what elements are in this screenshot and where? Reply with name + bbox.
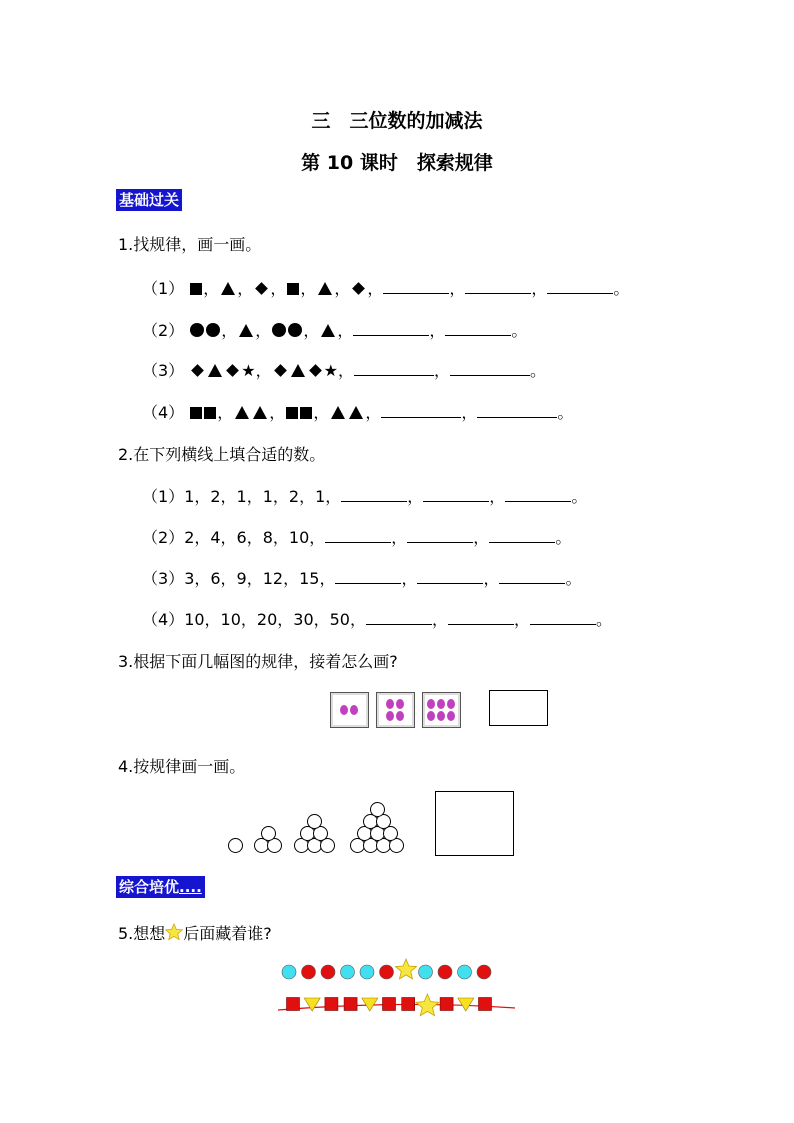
triangle-shape [331, 406, 345, 419]
unit-title: 三 三位数的加减法 [311, 110, 483, 132]
answer-blank[interactable] [547, 277, 613, 294]
red-square [383, 998, 396, 1011]
pink-dot [396, 699, 404, 709]
q2-item-3-seq: 3，6，9，12，15， [184, 569, 336, 588]
q1-item-3-label: （3） [142, 361, 185, 380]
answer-blank[interactable] [445, 319, 511, 336]
star-shape: ★ [241, 361, 256, 380]
q2-item-2: （2）2，4，6，8，10， ， ， 。 [142, 528, 572, 547]
q2-item-3-label: （3） [142, 569, 185, 588]
diamond-shape [309, 364, 322, 377]
answer-blank[interactable] [505, 485, 571, 502]
q2-item-4-seq: 10，10，20，30，50， [184, 610, 366, 629]
diamond-shape [226, 364, 239, 377]
pink-dot [437, 699, 445, 709]
triangle-shape [221, 282, 235, 295]
outline-circle [307, 814, 322, 829]
diamond-shape [191, 364, 204, 377]
square-shape [286, 407, 298, 419]
answer-blank[interactable] [448, 608, 514, 625]
answer-blank[interactable] [383, 277, 449, 294]
pink-dot [340, 705, 348, 715]
answer-blank[interactable] [341, 485, 407, 502]
outline-circle [370, 802, 385, 817]
q2-item-1: （1）1，2，1，1，2，1， ， ， 。 [142, 487, 588, 506]
red-square [402, 998, 415, 1011]
pink-dot [447, 699, 455, 709]
pink-dot [350, 705, 358, 715]
q2-item-3: （3）3，6，9，12，15， ， ， 。 [142, 569, 582, 588]
star-icon [165, 923, 183, 941]
q2-item-4: （4）10，10，20，30，50， ， ， 。 [142, 610, 613, 629]
triangle-shape [239, 324, 253, 337]
q5-prompt-b: 后面藏着谁? [183, 924, 272, 943]
q1-prompt: 1.找规律，画一画。 [118, 235, 262, 254]
answer-blank[interactable] [465, 277, 531, 294]
diamond-shape [255, 282, 268, 295]
red-square [479, 998, 492, 1011]
section-advanced-text: 综合培优 [119, 878, 180, 896]
square-shape [190, 407, 202, 419]
pink-dot [437, 711, 445, 721]
q5-prompt-a: 5.想想 [118, 924, 166, 943]
circle-shape [288, 323, 302, 337]
q4-answer-box[interactable] [435, 791, 514, 856]
red-circle [380, 965, 394, 979]
q1-item-4: （4） ， ， ， ， ， 。 [142, 403, 574, 422]
answer-blank[interactable] [335, 567, 401, 584]
q2-item-4-label: （4） [142, 610, 185, 629]
answer-blank[interactable] [423, 485, 489, 502]
red-circle [438, 965, 452, 979]
answer-blank[interactable] [499, 567, 565, 584]
q3-prompt: 3.根据下面几幅图的规律，接着怎么画? [118, 652, 398, 671]
red-square [440, 998, 453, 1011]
red-circle [302, 965, 316, 979]
cyan-circle [282, 965, 296, 979]
cyan-circle [341, 965, 355, 979]
answer-blank[interactable] [489, 526, 555, 543]
diamond-shape [274, 364, 287, 377]
q4-prompt: 4.按规律画一画。 [118, 757, 246, 776]
cyan-circle [419, 965, 433, 979]
pink-dot [386, 699, 394, 709]
red-square [344, 998, 357, 1011]
triangle-shape [253, 406, 267, 419]
red-circle [321, 965, 335, 979]
answer-blank[interactable] [325, 526, 391, 543]
pink-dot [447, 711, 455, 721]
square-shape [287, 283, 299, 295]
answer-blank[interactable] [450, 359, 530, 376]
answer-blank[interactable] [407, 526, 473, 543]
yellow-triangle [458, 998, 474, 1011]
q1-item-2-label: （2） [142, 321, 185, 340]
answer-blank[interactable] [366, 608, 432, 625]
answer-blank[interactable] [417, 567, 483, 584]
square-shape [204, 407, 216, 419]
pink-dot [427, 699, 435, 709]
triangle-shape [321, 324, 335, 337]
star-shape: ★ [323, 361, 338, 380]
red-square [325, 998, 338, 1011]
circle-shape [272, 323, 286, 337]
pink-dot [427, 711, 435, 721]
triangle-shape [318, 282, 332, 295]
triangle-shape [291, 364, 305, 377]
circle-shape [190, 323, 204, 337]
square-shape [300, 407, 312, 419]
pink-dot [396, 711, 404, 721]
diamond-shape [352, 282, 365, 295]
section-advanced-label: 综合培优.... [116, 876, 205, 898]
dot-box-3 [422, 692, 461, 728]
star-icon [416, 994, 439, 1016]
answer-blank[interactable] [354, 359, 434, 376]
q1-item-2: （2） ， ， ， ， ， 。 [142, 321, 528, 340]
q2-item-1-label: （1） [142, 487, 185, 506]
answer-blank[interactable] [477, 401, 557, 418]
q5-prompt [118, 921, 272, 944]
answer-blank[interactable] [530, 608, 596, 625]
triangle-shape [349, 406, 363, 419]
cyan-circle [360, 965, 374, 979]
q5-pattern-figure [0, 950, 794, 1030]
red-circle [477, 965, 491, 979]
outline-circle [261, 826, 276, 841]
triangle-shape [208, 364, 222, 377]
red-square [287, 998, 300, 1011]
q2-item-2-seq: 2，4，6，8，10， [184, 528, 326, 547]
q2-prompt: 2.在下列横线上填合适的数。 [118, 445, 326, 464]
answer-blank[interactable] [381, 401, 461, 418]
dot-box-2 [376, 692, 415, 728]
yellow-triangle [304, 998, 320, 1011]
q2-item-2-label: （2） [142, 528, 185, 547]
dot-box-1 [330, 692, 369, 728]
pink-dot [386, 711, 394, 721]
square-shape [190, 283, 202, 295]
q3-answer-box[interactable] [489, 690, 548, 726]
section-basic-label: 基础过关 [116, 189, 182, 211]
circle-shape [206, 323, 220, 337]
outline-circle [228, 838, 243, 853]
cyan-circle [458, 965, 472, 979]
answer-blank[interactable] [353, 319, 429, 336]
q1-item-3: （3） ★， ★， ， 。 [142, 361, 547, 380]
triangle-shape [235, 406, 249, 419]
lesson-title: 第 10 课时 探索规律 [301, 152, 493, 174]
star-icon [396, 959, 417, 979]
q2-item-1-seq: 1，2，1，1，2，1， [184, 487, 342, 506]
q1-item-1: （1） ， ， ， ， ， ， ， ， 。 [142, 279, 630, 298]
q1-item-1-label: （1） [142, 279, 185, 298]
q1-item-4-label: （4） [142, 403, 185, 422]
